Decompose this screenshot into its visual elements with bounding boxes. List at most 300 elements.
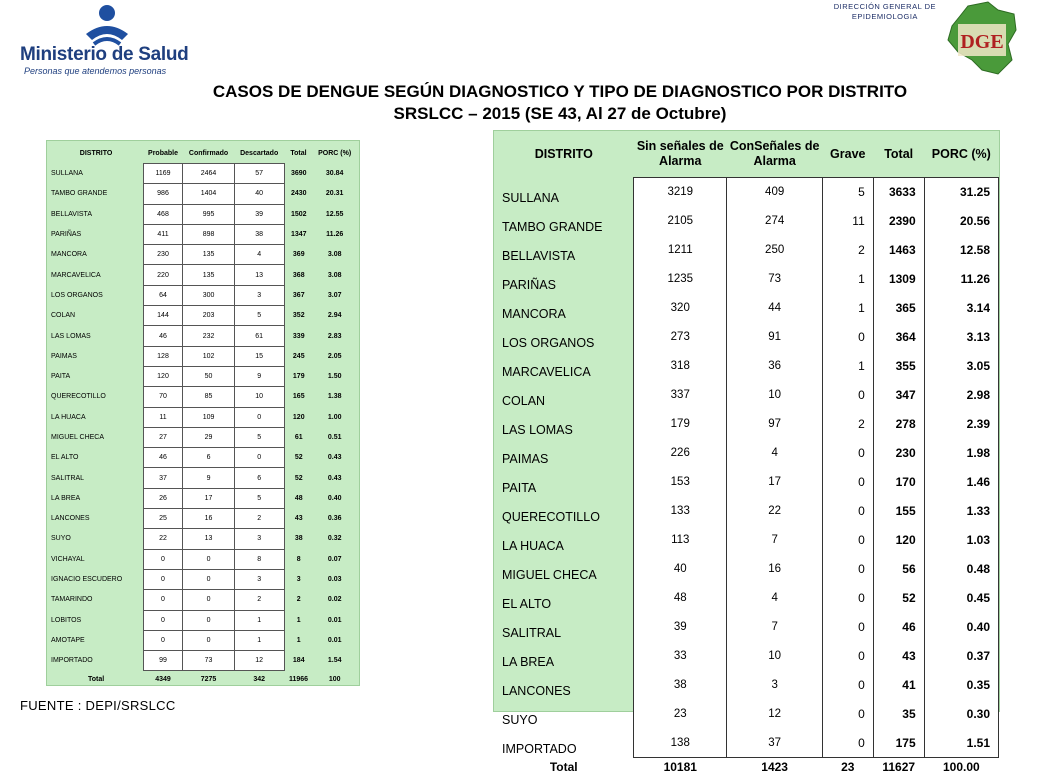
table-cell: 11.26 [924,265,998,294]
district-name: MANCORA [494,294,634,323]
table-cell: 41 [873,671,924,700]
table-cell: 165 [284,387,313,407]
left-table-total-row [49,671,357,689]
table-cell: 40 [234,184,284,204]
table-cell: 230 [143,245,183,265]
district-name: PAIMAS [49,346,143,366]
district-name: LOS ORGANOS [494,323,634,352]
table-cell: 339 [284,326,313,346]
table-cell: 409 [727,178,822,207]
table-cell: 0 [822,439,873,468]
table-cell: 35 [873,700,924,729]
table-cell: 986 [143,184,183,204]
table-cell: 230 [873,439,924,468]
district-name: PARIÑAS [49,224,143,244]
table-cell: 43 [284,509,313,529]
district-name: MIGUEL CHECA [494,555,634,584]
table-row [49,164,357,184]
table-row [49,590,357,610]
table-row [49,306,357,326]
table-cell: 22 [143,529,183,549]
table-row [49,366,357,386]
table-cell: 153 [634,468,727,497]
district-name: TAMBO GRANDE [49,184,143,204]
ministry-name: Ministerio de Salud [20,44,189,66]
total-cell: 100 [313,671,357,689]
table-cell: 1169 [143,164,183,184]
table-cell: 250 [727,236,822,265]
table-row [494,642,999,671]
table-cell: 3.07 [313,285,357,305]
table-cell: 1 [822,352,873,381]
total-cell: 23 [822,758,873,776]
table-cell: 203 [183,306,234,326]
table-cell: 1 [234,630,284,650]
district-name: SALITRAL [494,613,634,642]
table-cell: 120 [873,526,924,555]
table-cell: 109 [183,407,234,427]
table-cell: 61 [234,326,284,346]
district-name: EL ALTO [494,584,634,613]
district-name: LOBITOS [49,610,143,630]
table-cell: 12 [727,700,822,729]
district-name: EL ALTO [49,448,143,468]
table-row [494,700,999,729]
table-cell: 17 [727,468,822,497]
table-row [494,613,999,642]
table-cell: 2.94 [313,306,357,326]
district-name: TAMARINDO [49,590,143,610]
table-cell: 0.07 [313,549,357,569]
table-cell: 0 [822,381,873,410]
table-row [49,346,357,366]
table-cell: 0 [183,630,234,650]
table-cell: 1.38 [313,387,357,407]
district-name: LA HUACA [494,526,634,555]
total-cell: Total [494,758,634,776]
table-cell: 48 [284,488,313,508]
table-cell: 91 [727,323,822,352]
table-cell: 0 [822,323,873,352]
table-cell: 1235 [634,265,727,294]
district-name: MIGUEL CHECA [49,427,143,447]
table-cell: 25 [143,509,183,529]
table-cell: 2105 [634,207,727,236]
table-row [494,671,999,700]
table-cell: 102 [183,346,234,366]
table-row [49,184,357,204]
table-cell: 0 [822,497,873,526]
table-cell: 220 [143,265,183,285]
total-cell: 4349 [143,671,183,689]
right-severity-table [493,130,1000,712]
table-cell: 5 [234,306,284,326]
table-cell: 138 [634,729,727,758]
table-cell: 50 [183,366,234,386]
table-cell: 320 [634,294,727,323]
table-cell: 48 [634,584,727,613]
table-cell: 12 [234,651,284,671]
table-row [494,439,999,468]
table-row [494,294,999,323]
table-cell: 1404 [183,184,234,204]
table-cell: 99 [143,651,183,671]
table-cell: 26 [143,488,183,508]
table-cell: 56 [873,555,924,584]
table-row [49,488,357,508]
table-cell: 411 [143,224,183,244]
table-cell: 38 [634,671,727,700]
table-cell: 17 [183,488,234,508]
right-header-cell: ConSeñales de Alarma [727,131,822,178]
table-cell: 20.56 [924,207,998,236]
table-row [49,427,357,447]
table-cell: 3 [727,671,822,700]
district-name: PAITA [49,366,143,386]
table-row [49,549,357,569]
table-cell: 6 [183,448,234,468]
right-header-cell: Total [873,131,924,178]
table-row [494,526,999,555]
dge-logo [832,0,1022,80]
district-name: SULLANA [494,178,634,207]
table-cell: 0 [822,700,873,729]
table-cell: 0.48 [924,555,998,584]
table-row [49,529,357,549]
district-name: SUYO [494,700,634,729]
table-cell: 135 [183,265,234,285]
table-cell: 0 [183,549,234,569]
table-cell: 9 [234,366,284,386]
district-name: SUYO [49,529,143,549]
table-cell: 0 [143,590,183,610]
table-cell: 3 [234,529,284,549]
table-cell: 3 [284,569,313,589]
district-name: IMPORTADO [49,651,143,671]
left-header-cell: Descartado [234,143,284,164]
table-cell: 184 [284,651,313,671]
table-cell: 232 [183,326,234,346]
district-name: QUERECOTILLO [494,497,634,526]
table-cell: 4 [234,245,284,265]
table-cell: 120 [284,407,313,427]
table-cell: 3 [234,285,284,305]
table-cell: 179 [634,410,727,439]
table-row [49,448,357,468]
table-cell: 1 [284,630,313,650]
table-row [494,381,999,410]
district-name: MARCAVELICA [494,352,634,381]
table-cell: 7 [727,526,822,555]
table-cell: 3.13 [924,323,998,352]
table-cell: 0 [822,555,873,584]
table-cell: 11 [822,207,873,236]
table-cell: 57 [234,164,284,184]
table-cell: 2 [234,590,284,610]
table-cell: 29 [183,427,234,447]
table-cell: 1 [234,610,284,630]
table-cell: 175 [873,729,924,758]
district-name: IGNACIO ESCUDERO [49,569,143,589]
table-cell: 155 [873,497,924,526]
table-cell: 10 [727,381,822,410]
table-cell: 4 [727,584,822,613]
table-cell: 3690 [284,164,313,184]
table-cell: 33 [634,642,727,671]
table-cell: 1.50 [313,366,357,386]
district-name: PAITA [494,468,634,497]
table-row [49,387,357,407]
table-row [49,285,357,305]
district-name: QUERECOTILLO [49,387,143,407]
left-header-cell: PORC (%) [313,143,357,164]
table-cell: 15 [234,346,284,366]
total-cell: Total [49,671,143,689]
table-row [494,584,999,613]
table-cell: 46 [143,326,183,346]
table-cell: 0 [822,526,873,555]
left-header-cell: DISTRITO [49,143,143,164]
table-cell: 39 [634,613,727,642]
table-cell: 46 [143,448,183,468]
table-cell: 2430 [284,184,313,204]
table-cell: 245 [284,346,313,366]
table-cell: 1463 [873,236,924,265]
table-cell: 0.51 [313,427,357,447]
district-name: BELLAVISTA [49,204,143,224]
right-table-header [494,131,999,178]
table-cell: 3633 [873,178,924,207]
table-cell: 43 [873,642,924,671]
table-row [49,245,357,265]
table-cell: 52 [284,448,313,468]
table-cell: 113 [634,526,727,555]
table-cell: 1 [822,294,873,323]
table-cell: 64 [143,285,183,305]
table-cell: 9 [183,468,234,488]
table-cell: 0.40 [313,488,357,508]
district-name: LANCONES [49,509,143,529]
table-cell: 0.43 [313,448,357,468]
table-cell: 133 [634,497,727,526]
left-header-cell: Confirmado [183,143,234,164]
table-cell: 144 [143,306,183,326]
table-row [494,729,999,758]
table-cell: 5 [234,488,284,508]
table-cell: 52 [873,584,924,613]
left-header-cell: Probable [143,143,183,164]
table-cell: 0 [183,610,234,630]
table-cell: 12.58 [924,236,998,265]
table-cell: 0 [183,569,234,589]
table-cell: 0.36 [313,509,357,529]
table-cell: 128 [143,346,183,366]
table-cell: 1.54 [313,651,357,671]
district-name: LANCONES [494,671,634,700]
table-cell: 0 [143,569,183,589]
table-cell: 1.03 [924,526,998,555]
district-name: BELLAVISTA [494,236,634,265]
table-cell: 2 [822,410,873,439]
district-name: LOS ORGANOS [49,285,143,305]
table-cell: 337 [634,381,727,410]
table-cell: 0.30 [924,700,998,729]
table-cell: 8 [234,549,284,569]
table-cell: 135 [183,245,234,265]
table-cell: 468 [143,204,183,224]
table-cell: 273 [634,323,727,352]
page-title-line2: SRSLCC – 2015 (SE 43, Al 27 de Octubre) [70,104,1040,124]
district-name: LA HUACA [49,407,143,427]
table-cell: 0 [822,613,873,642]
district-name: LAS LOMAS [49,326,143,346]
table-cell: 300 [183,285,234,305]
table-cell: 36 [727,352,822,381]
table-cell: 0.01 [313,610,357,630]
table-cell: 352 [284,306,313,326]
table-cell: 5 [822,178,873,207]
table-cell: 1211 [634,236,727,265]
table-cell: 30.84 [313,164,357,184]
table-cell: 365 [873,294,924,323]
table-cell: 0 [234,448,284,468]
table-row [494,207,999,236]
peru-map-icon [938,0,1022,80]
table-cell: 12.55 [313,204,357,224]
total-cell: 342 [234,671,284,689]
table-cell: 3.14 [924,294,998,323]
table-row [49,326,357,346]
table-cell: 44 [727,294,822,323]
right-header-cell: Grave [822,131,873,178]
table-cell: 4 [727,439,822,468]
table-cell: 368 [284,265,313,285]
dge-caption: DIRECCIÓN GENERAL DE EPIDEMIOLOGIA [834,2,936,22]
table-cell: 170 [873,468,924,497]
table-row [49,204,357,224]
table-cell: 0.02 [313,590,357,610]
table-cell: 3.05 [924,352,998,381]
table-row [49,630,357,650]
table-cell: 52 [284,468,313,488]
right-header-cell: DISTRITO [494,131,634,178]
table-cell: 0 [822,729,873,758]
table-cell: 367 [284,285,313,305]
table-cell: 10 [234,387,284,407]
table-cell: 2.98 [924,381,998,410]
table-cell: 120 [143,366,183,386]
table-cell: 2.39 [924,410,998,439]
table-cell: 97 [727,410,822,439]
district-name: COLAN [494,381,634,410]
table-cell: 16 [727,555,822,584]
table-cell: 38 [284,529,313,549]
table-cell: 1.51 [924,729,998,758]
table-cell: 3219 [634,178,727,207]
table-row [494,352,999,381]
total-cell: 11966 [284,671,313,689]
table-cell: 73 [727,265,822,294]
table-cell: 364 [873,323,924,352]
district-name: COLAN [49,306,143,326]
total-cell: 10181 [634,758,727,776]
table-row [494,497,999,526]
table-cell: 11 [143,407,183,427]
table-row [494,468,999,497]
table-cell: 2 [822,236,873,265]
table-row [494,236,999,265]
table-row [494,555,999,584]
table-cell: 46 [873,613,924,642]
total-cell: 11627 [873,758,924,776]
table-cell: 0 [822,671,873,700]
table-cell: 10 [727,642,822,671]
table-cell: 0 [183,590,234,610]
table-cell: 1.98 [924,439,998,468]
table-cell: 898 [183,224,234,244]
table-cell: 2464 [183,164,234,184]
table-cell: 1502 [284,204,313,224]
district-name: MARCAVELICA [49,265,143,285]
table-cell: 0.43 [313,468,357,488]
table-cell: 0 [822,584,873,613]
total-cell: 1423 [727,758,822,776]
table-cell: 179 [284,366,313,386]
table-cell: 0.40 [924,613,998,642]
table-cell: 23 [634,700,727,729]
left-header-cell: Total [284,143,313,164]
table-cell: 40 [634,555,727,584]
table-cell: 39 [234,204,284,224]
table-cell: 3.08 [313,265,357,285]
total-cell: 7275 [183,671,234,689]
table-cell: 13 [234,265,284,285]
table-cell: 3 [234,569,284,589]
table-cell: 274 [727,207,822,236]
total-cell: 100.00 [924,758,998,776]
ministerio-de-salud-logo [20,4,170,78]
district-name: SULLANA [49,164,143,184]
table-row [494,265,999,294]
table-cell: 0.35 [924,671,998,700]
table-cell: 37 [727,729,822,758]
table-cell: 1.33 [924,497,998,526]
ministry-emblem-icon [82,4,132,48]
table-cell: 0 [143,549,183,569]
table-cell: 369 [284,245,313,265]
table-cell: 1 [822,265,873,294]
table-row [49,468,357,488]
table-cell: 2.05 [313,346,357,366]
source-note: FUENTE : DEPI/SRSLCC [20,698,176,713]
table-cell: 31.25 [924,178,998,207]
table-cell: 0.01 [313,630,357,650]
left-table-header [49,143,357,164]
table-cell: 1.00 [313,407,357,427]
table-cell: 0 [143,630,183,650]
table-row [49,610,357,630]
table-row [494,410,999,439]
table-row [49,407,357,427]
table-row [49,224,357,244]
district-name: IMPORTADO [494,729,634,758]
table-row [49,509,357,529]
table-cell: 5 [234,427,284,447]
right-table-total-row [494,758,999,776]
table-cell: 22 [727,497,822,526]
district-name: LA BREA [49,488,143,508]
table-cell: 0.45 [924,584,998,613]
